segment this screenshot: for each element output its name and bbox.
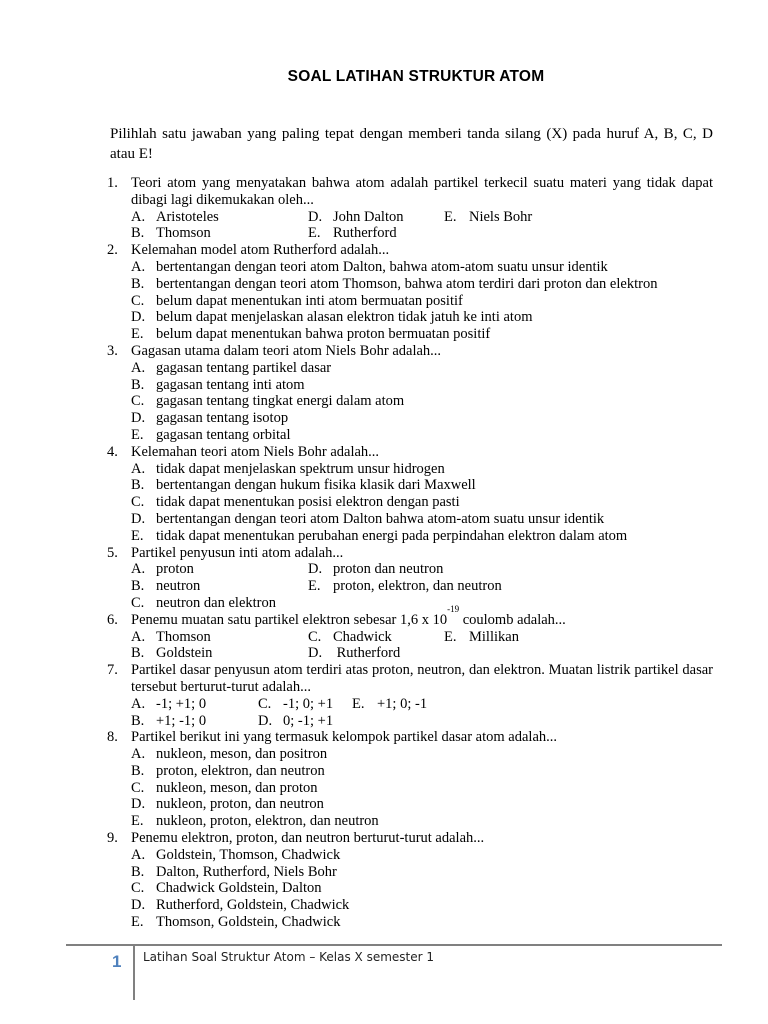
answer-option [131, 309, 713, 326]
option-text: gagasan tentang inti atom [156, 376, 305, 393]
exponent: -19 [447, 603, 460, 614]
answer-option [258, 696, 333, 713]
answer-option [131, 864, 713, 881]
question-item [107, 830, 713, 931]
option-letter: D. [131, 410, 146, 427]
answer-option [308, 209, 403, 226]
option-letter: D. [131, 897, 146, 914]
question-text [131, 603, 713, 629]
option-letter: A. [131, 460, 146, 477]
option-text: bertentangan dengan teori atom Thomson, bahwa atom terdiri dari proton dan elektron [156, 275, 658, 292]
option-letter: B. [131, 762, 145, 779]
option-text: proton, elektron, dan neutron [333, 578, 502, 595]
option-text: nukleon, meson, dan proton [156, 779, 318, 796]
option-row [131, 595, 713, 612]
question-text: Teori atom yang menyatakan bahwa atom adalah partikel terkecil suatu materi yang tidak dapat dibagi lagi dikemukakan oleh... [131, 175, 713, 208]
option-letter: D. [131, 510, 146, 527]
question-item [107, 175, 713, 242]
option-list [131, 259, 713, 343]
question-number: 5. [107, 544, 118, 561]
answer-option [131, 645, 212, 662]
option-text: proton, elektron, dan neutron [156, 762, 325, 779]
option-text: John Dalton [333, 208, 404, 225]
option-letter: A. [131, 359, 146, 376]
question-item [107, 662, 713, 729]
option-letter: A. [131, 746, 146, 763]
option-letter: A. [131, 561, 146, 578]
option-text: Rutherford, Goldstein, Chadwick [156, 897, 350, 914]
answer-option [131, 914, 713, 931]
option-letter: A. [131, 208, 146, 225]
option-text: Thomson, Goldstein, Chadwick [156, 914, 341, 931]
option-letter: E. [131, 426, 144, 443]
option-letter: D. [308, 645, 323, 662]
answer-option [131, 293, 713, 310]
question-number: 7. [107, 662, 118, 679]
option-row [131, 561, 713, 578]
option-letter: C. [131, 594, 145, 611]
option-text: gagasan tentang tingkat energi dalam atom [156, 393, 405, 410]
answer-option [444, 629, 519, 646]
option-list [131, 461, 713, 545]
option-letter: D. [308, 208, 323, 225]
answer-option [131, 427, 713, 444]
answer-option [131, 713, 206, 730]
option-letter: E. [131, 813, 144, 830]
option-letter: B. [131, 863, 145, 880]
option-text: gagasan tentang partikel dasar [156, 359, 332, 376]
answer-option [131, 813, 713, 830]
option-row [131, 629, 713, 646]
option-letter: E. [444, 628, 457, 645]
question-text: Partikel penyusun inti atom adalah... [131, 544, 344, 561]
option-letter: D. [131, 309, 146, 326]
answer-option [131, 225, 211, 242]
option-letter: D. [258, 712, 273, 729]
answer-option [131, 494, 713, 511]
answer-option [131, 561, 194, 578]
footer-vertical-divider [133, 944, 135, 1000]
option-text: Aristoteles [156, 208, 219, 225]
option-text: tidak dapat menjelaskan spektrum unsur hidrogen [156, 460, 445, 477]
answer-option [308, 578, 502, 595]
instruction-text: Pilihlah satu jawaban yang paling tepat dengan memberi tanda silang (X) pada huruf A, B, C, D atau E! [110, 126, 713, 162]
option-text: Chadwick Goldstein, Dalton [156, 880, 322, 897]
option-text: bertentangan dengan teori atom Dalton bahwa atom-atom suatu unsur identik [156, 510, 605, 527]
option-text: Millikan [469, 628, 519, 645]
question-list [107, 175, 713, 931]
option-text: Chadwick [333, 628, 392, 645]
question-number: 2. [107, 242, 118, 259]
answer-option [131, 847, 713, 864]
option-letter: B. [131, 376, 145, 393]
question-item [107, 242, 713, 343]
option-text: gagasan tentang orbital [156, 426, 291, 443]
option-text: Rutherford [333, 645, 401, 662]
option-grid [131, 629, 713, 663]
answer-option [131, 326, 713, 343]
option-text: +1; 0; -1 [377, 695, 428, 712]
answer-option [308, 645, 400, 662]
answer-option [131, 477, 713, 494]
answer-option [131, 897, 713, 914]
page-title: SOAL LATIHAN STRUKTUR ATOM [287, 68, 545, 85]
answer-option [131, 360, 713, 377]
option-text: Thomson [156, 628, 211, 645]
question-item [107, 444, 713, 545]
option-letter: A. [131, 258, 146, 275]
answer-option [131, 209, 219, 226]
option-text: neutron dan elektron [156, 594, 276, 611]
answer-option [131, 259, 713, 276]
option-row [131, 696, 713, 713]
answer-option [131, 880, 713, 897]
question-text: Partikel berikut ini yang termasuk kelompok partikel dasar atom adalah... [131, 729, 558, 746]
answer-option [308, 225, 397, 242]
option-row [131, 578, 713, 595]
answer-option [308, 629, 392, 646]
option-letter: E. [308, 225, 321, 242]
question-text: Partikel dasar penyusun atom terdiri atas proton, neutron, dan elektron. Muatan listrik partikel dasar tersebut berturut-turut adalah... [131, 662, 713, 695]
option-letter: E. [131, 326, 144, 343]
answer-option [131, 578, 200, 595]
answer-option [258, 713, 333, 730]
option-text: neutron [156, 578, 201, 595]
answer-option [131, 796, 713, 813]
footer-text: Latihan Soal Struktur Atom – Kelas X semester 1 [143, 950, 435, 964]
question-item [107, 729, 713, 830]
option-text: nukleon, proton, dan neutron [156, 796, 324, 813]
option-text: nukleon, meson, dan positron [156, 746, 328, 763]
question-number: 8. [107, 729, 118, 746]
answer-option [131, 746, 713, 763]
option-text: proton dan neutron [333, 561, 444, 578]
option-text: belum dapat menentukan inti atom bermuatan positif [156, 292, 463, 309]
option-letter: B. [131, 712, 145, 729]
answer-option [131, 461, 713, 478]
option-letter: C. [258, 695, 272, 712]
option-list [131, 746, 713, 830]
option-text: Rutherford [333, 225, 397, 242]
option-letter: E. [131, 914, 144, 931]
option-letter: E. [444, 208, 457, 225]
option-letter: E. [352, 695, 365, 712]
option-grid [131, 209, 713, 243]
option-text: -1; 0; +1 [283, 695, 334, 712]
option-text: -1; +1; 0 [156, 695, 207, 712]
question-number: 4. [107, 443, 118, 460]
option-letter: B. [131, 225, 145, 242]
answer-option [131, 528, 713, 545]
question-text: Kelemahan teori atom Niels Bohr adalah... [131, 443, 380, 460]
option-text: bertentangan dengan teori atom Dalton, bahwa atom-atom suatu unsur identik [156, 258, 608, 275]
option-text: Niels Bohr [469, 208, 533, 225]
option-row [131, 645, 713, 662]
option-letter: B. [131, 578, 145, 595]
option-letter: C. [308, 628, 322, 645]
answer-option [131, 410, 713, 427]
answer-option [308, 561, 443, 578]
answer-option [131, 696, 206, 713]
option-text: Dalton, Rutherford, Niels Bohr [156, 863, 337, 880]
question-item [107, 545, 713, 612]
option-text: belum dapat menjelaskan alasan elektron tidak jatuh ke inti atom [156, 309, 533, 326]
option-text: nukleon, proton, elektron, dan neutron [156, 813, 379, 830]
option-grid [131, 561, 713, 611]
option-letter: C. [131, 880, 145, 897]
answer-option [131, 763, 713, 780]
question-text: Kelemahan model atom Rutherford adalah... [131, 242, 390, 259]
option-letter: C. [131, 494, 145, 511]
option-letter: E. [131, 527, 144, 544]
question-number: 1. [107, 175, 118, 191]
option-text: tidak dapat menentukan perubahan energi pada perpindahan elektron dalam atom [156, 527, 628, 544]
option-letter: B. [131, 645, 145, 662]
option-letter: C. [131, 779, 145, 796]
answer-option [131, 393, 713, 410]
question-text-part: Penemu muatan satu partikel elektron sebesar 1,6 x 10 [131, 611, 448, 628]
answer-option [131, 595, 276, 612]
answer-option [352, 696, 427, 713]
option-row [131, 209, 713, 226]
question-text: Penemu elektron, proton, dan neutron berturut-turut adalah... [131, 830, 485, 847]
option-letter: C. [131, 393, 145, 410]
question-item [107, 343, 713, 444]
option-text: belum dapat menentukan bahwa proton bermuatan positif [156, 326, 491, 343]
option-row [131, 225, 713, 242]
option-text: Goldstein [156, 645, 213, 662]
option-grid [131, 696, 713, 730]
option-letter: B. [131, 275, 145, 292]
option-text: Goldstein, Thomson, Chadwick [156, 846, 341, 863]
option-text: tidak dapat menentukan posisi elektron dengan pasti [156, 494, 460, 511]
option-letter: E. [308, 578, 321, 595]
option-letter: B. [131, 477, 145, 494]
option-letter: D. [308, 561, 323, 578]
option-text: proton [156, 561, 194, 578]
answer-option [131, 377, 713, 394]
option-text: bertentangan dengan hukum fisika klasik dari Maxwell [156, 477, 476, 494]
option-letter: C. [131, 292, 145, 309]
answer-option [444, 209, 532, 226]
question-number: 9. [107, 830, 118, 847]
answer-option [131, 511, 713, 528]
footer-divider [66, 944, 722, 946]
option-text: gagasan tentang isotop [156, 410, 289, 427]
answer-option [131, 780, 713, 797]
answer-option [131, 629, 211, 646]
option-row [131, 713, 713, 730]
question-number: 6. [107, 611, 118, 628]
option-text: 0; -1; +1 [283, 712, 334, 729]
option-letter: A. [131, 846, 146, 863]
question-text-part: coulomb adalah... [459, 611, 566, 628]
option-letter: D. [131, 796, 146, 813]
option-letter: A. [131, 695, 146, 712]
question-text: Gagasan utama dalam teori atom Niels Bohr adalah... [131, 342, 442, 359]
option-text: +1; -1; 0 [156, 712, 207, 729]
answer-option [131, 276, 713, 293]
page-number: 1 [112, 952, 122, 971]
question-item [107, 603, 713, 662]
option-letter: A. [131, 628, 146, 645]
option-text: Thomson [156, 225, 211, 242]
question-number: 3. [107, 342, 118, 359]
option-list [131, 847, 713, 931]
option-list [131, 360, 713, 444]
